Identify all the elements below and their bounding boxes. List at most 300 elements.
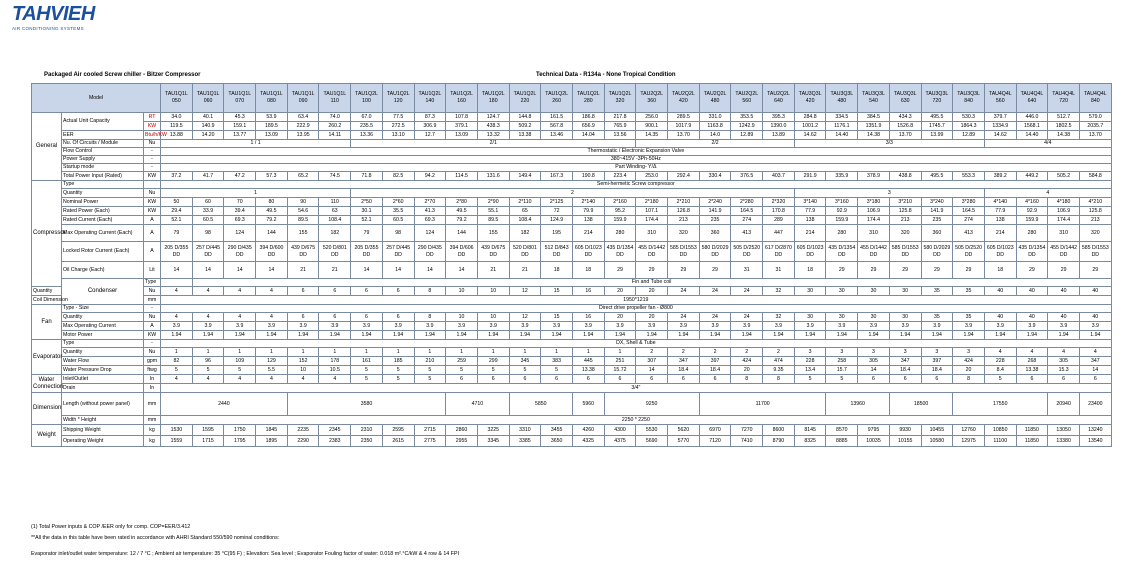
value-cell: 5	[826, 375, 858, 384]
value-cell: 222.9	[287, 122, 319, 131]
value-cell: 310	[858, 225, 890, 242]
value-cell: 20	[731, 366, 763, 375]
value-cell: 1.94	[858, 331, 890, 340]
value-cell: 30	[889, 287, 921, 296]
value-cell: 80	[256, 198, 288, 207]
maxcur-label: Max Operating Current (Each)	[62, 225, 144, 242]
value-cell: 214	[794, 225, 826, 242]
value-cell: 10	[287, 366, 319, 375]
value-cell: 40	[1079, 313, 1111, 322]
value-cell: Direct drive propeller fan - Ø800	[161, 305, 1112, 313]
value-cell: 1.94	[256, 331, 288, 340]
value-cell: 3	[921, 348, 953, 357]
value-cell: 585 D/1553 DD	[668, 242, 700, 262]
section-evaporator: Evaporator	[32, 340, 62, 375]
model-name-cell: TAU1Q2L 140	[414, 84, 446, 113]
value-cell: 1895	[256, 436, 288, 447]
value-cell: 3650	[541, 436, 573, 447]
value-cell: 379.1	[446, 122, 478, 131]
value-cell: 214	[984, 225, 1016, 242]
value-cell: 1	[256, 348, 288, 357]
value-cell: 30	[826, 313, 858, 322]
value-cell: 41.3	[414, 207, 446, 216]
value-cell: 108.4	[509, 216, 541, 225]
value-cell: 79	[161, 225, 193, 242]
value-cell: 18.4	[699, 366, 731, 375]
value-cell: 18	[572, 262, 604, 279]
value-cell: 4	[256, 287, 288, 296]
value-cell: 82	[161, 357, 193, 366]
value-cell: 1.94	[319, 331, 351, 340]
value-cell: 14.62	[984, 131, 1016, 140]
unit-cell: In	[144, 375, 161, 384]
value-cell: 40	[984, 313, 1016, 322]
value-cell: 12.89	[731, 131, 763, 140]
value-cell: 3.9	[572, 322, 604, 331]
model-name-cell: TAU1Q1L 090	[287, 84, 319, 113]
unit-cell: A	[144, 322, 161, 331]
value-cell: 4/4	[984, 140, 1111, 148]
value-cell: 6	[921, 375, 953, 384]
value-cell: 159.9	[1016, 216, 1048, 225]
qty-label: Quantity	[62, 189, 144, 198]
value-cell: 1.94	[509, 331, 541, 340]
value-cell: 4300	[604, 425, 636, 436]
value-cell: 1017.9	[668, 122, 700, 131]
value-cell: 14	[382, 262, 414, 279]
value-cell: 3.9	[953, 322, 985, 331]
value-cell: 159.9	[826, 216, 858, 225]
value-cell: 29	[858, 262, 890, 279]
value-cell: 424	[731, 357, 763, 366]
value-cell: 258	[826, 357, 858, 366]
value-cell: 4*160	[1016, 198, 1048, 207]
value-cell: 394 D/606 DD	[446, 242, 478, 262]
value-cell: 3.9	[446, 322, 478, 331]
value-cell: 505 D/2520 DD	[953, 242, 985, 262]
value-cell: 579.0	[1079, 113, 1111, 122]
value-cell: 14.40	[826, 131, 858, 140]
value-cell: 3345	[477, 436, 509, 447]
logo-text: TAHVIEH	[12, 3, 95, 25]
value-cell: 1163.8	[699, 122, 731, 131]
value-cell: 155	[287, 225, 319, 242]
value-cell: 446.0	[1016, 113, 1048, 122]
value-cell: 72	[541, 207, 573, 216]
value-cell: 2860	[446, 425, 478, 436]
value-cell: 213	[889, 216, 921, 225]
value-cell: 40	[1016, 313, 1048, 322]
value-cell: 15	[541, 313, 573, 322]
value-cell: 6	[446, 375, 478, 384]
value-cell: 347	[668, 357, 700, 366]
value-cell: 1530	[161, 425, 193, 436]
value-cell: 2310	[351, 425, 383, 436]
value-cell: 40.1	[192, 113, 224, 122]
value-cell: 435 D/1354 DD	[604, 242, 636, 262]
value-cell: 107.8	[446, 113, 478, 122]
unit-cell: Lit	[144, 262, 161, 279]
value-cell: 24	[731, 287, 763, 296]
value-cell: 307	[636, 357, 668, 366]
model-name-cell: TAU4Q4L 840	[1079, 84, 1111, 113]
value-cell: 3.9	[224, 322, 256, 331]
value-cell: 2*90	[477, 198, 509, 207]
value-cell: 144	[256, 225, 288, 242]
value-cell: 7270	[731, 425, 763, 436]
value-cell: 1	[541, 348, 573, 357]
value-cell: 4	[224, 287, 256, 296]
value-cell: 29	[604, 262, 636, 279]
value-cell: 106.9	[1048, 207, 1080, 216]
value-cell: 65.2	[287, 172, 319, 181]
value-cell: 13.95	[287, 131, 319, 140]
value-cell: 291.9	[794, 172, 826, 181]
power-input-row	[32, 172, 1112, 181]
value-cell: 186.8	[572, 113, 604, 122]
value-cell: 98	[382, 225, 414, 242]
value-cell: 1.94	[446, 331, 478, 340]
value-cell: 13.09	[256, 131, 288, 140]
value-cell: 30.1	[351, 207, 383, 216]
value-cell: 257 D/445 DD	[192, 242, 224, 262]
value-cell: 5	[414, 375, 446, 384]
value-cell: 124.9	[541, 216, 573, 225]
evap-type-row	[32, 340, 1112, 348]
value-cell: 140.9	[192, 122, 224, 131]
value-cell: 1	[161, 348, 193, 357]
value-cell: 8	[414, 313, 446, 322]
unit-cell	[161, 279, 193, 287]
value-cell: 10850	[984, 425, 1016, 436]
value-cell: 35.5	[382, 207, 414, 216]
value-cell: 299	[477, 357, 509, 366]
drain-row	[32, 384, 1112, 393]
value-cell: 345	[509, 357, 541, 366]
value-cell: 1242.9	[731, 122, 763, 131]
value-cell: 14.40	[1016, 131, 1048, 140]
value-cell: 439 D/675 DD	[287, 242, 319, 262]
value-cell: 205 D/355 DD	[351, 242, 383, 262]
value-cell: 292.4	[668, 172, 700, 181]
type-label: Type - Size	[62, 305, 144, 313]
value-cell: 1	[382, 348, 414, 357]
value-cell: 289.5	[668, 113, 700, 122]
value-cell: 92.9	[1016, 207, 1048, 216]
comp-qty-row	[32, 189, 1112, 198]
value-cell: 12.89	[953, 131, 985, 140]
value-cell: 3.9	[319, 322, 351, 331]
value-cell: 29	[636, 262, 668, 279]
value-cell: 1.94	[1048, 331, 1080, 340]
max-current-row	[32, 225, 1112, 242]
eer-row	[32, 131, 1112, 140]
value-cell: 4	[287, 375, 319, 384]
value-cell: 1559	[161, 436, 193, 447]
value-cell: 260.2	[319, 122, 351, 131]
value-cell: 5	[161, 366, 193, 375]
unit-cell: KW	[144, 207, 161, 216]
value-cell: 29	[1016, 262, 1048, 279]
unit-cell: -	[144, 148, 161, 156]
value-cell: 1.94	[699, 331, 731, 340]
unit-cell: KW	[144, 172, 161, 181]
value-cell: 1 / 1	[161, 140, 351, 148]
value-cell: 10.5	[319, 366, 351, 375]
value-cell: 60	[192, 198, 224, 207]
value-cell: 3*280	[953, 198, 985, 207]
unit-cell: Nu	[144, 287, 161, 296]
value-cell: 110	[319, 198, 351, 207]
value-cell: 8600	[763, 425, 795, 436]
value-cell: 435 D/1354 DD	[1016, 242, 1048, 262]
value-cell: 18.4	[921, 366, 953, 375]
value-cell: 124	[224, 225, 256, 242]
value-cell: 63.4	[287, 113, 319, 122]
value-cell: 5850	[509, 393, 572, 416]
power-label: Power Supply	[62, 156, 144, 164]
value-cell: 13.70	[889, 131, 921, 140]
technical-data-title: Technical Data - R134a - None Tropical Condition	[536, 72, 676, 78]
value-cell: 107.1	[636, 207, 668, 216]
model-name-cell: TAU1Q1L 060	[192, 84, 224, 113]
value-cell: 13.10	[382, 131, 414, 140]
value-cell: 3.9	[763, 322, 795, 331]
drain-label: Drain	[62, 384, 144, 393]
value-cell: 474	[763, 357, 795, 366]
value-cell: 320	[889, 225, 921, 242]
rated-power-row	[32, 207, 1112, 216]
type-label: Type	[62, 340, 144, 348]
value-cell: 15.3	[1048, 366, 1080, 375]
unit-cell: KW	[144, 331, 161, 340]
footnote-3: Evaporator inlet/outlet water temperature: 12 / 7 °C ; Ambient air temperature: 35 °C(95 F) ; Elevation: Sea level ; Evaporator Fouling factor of water: 0.018 m².°C/kW & 4 row & 14 FPI	[31, 551, 459, 557]
value-cell: 4	[192, 313, 224, 322]
value-cell: 449.2	[1016, 172, 1048, 181]
value-cell: 30	[794, 287, 826, 296]
value-cell: 144	[446, 225, 478, 242]
value-cell: 37.2	[161, 172, 193, 181]
value-cell: 155	[477, 225, 509, 242]
value-cell: 3	[889, 348, 921, 357]
header-row	[32, 84, 1112, 113]
circuits-row	[32, 140, 1112, 148]
value-cell: 161	[351, 357, 383, 366]
flow-label: Water Flow	[62, 357, 144, 366]
value-cell: 376.5	[731, 172, 763, 181]
value-cell: 13050	[1048, 425, 1080, 436]
value-cell: 9930	[889, 425, 921, 436]
value-cell: 29	[953, 262, 985, 279]
value-cell: 108.4	[319, 216, 351, 225]
value-cell: 63	[319, 207, 351, 216]
value-cell: 30	[858, 287, 890, 296]
value-cell: 24	[668, 287, 700, 296]
value-cell: 360	[921, 225, 953, 242]
value-cell: 14.04	[572, 131, 604, 140]
value-cell: 14	[858, 366, 890, 375]
value-cell: 13.38	[509, 131, 541, 140]
model-name-cell: TAU3Q3L 720	[921, 84, 953, 113]
value-cell: 13.70	[1079, 131, 1111, 140]
value-cell: 161.5	[541, 113, 573, 122]
footnote-1: (1) Total Power inputs & COP /EER only for comp. COP=EER/3.412	[31, 524, 191, 530]
cond-qty-row	[32, 287, 1112, 296]
value-cell: 3.9	[477, 322, 509, 331]
value-cell: 13.4	[794, 366, 826, 375]
value-cell: 89.5	[287, 216, 319, 225]
value-cell: 8145	[794, 425, 826, 436]
value-cell: 3.9	[604, 322, 636, 331]
value-cell: 141.9	[699, 207, 731, 216]
fan-type-row	[32, 305, 1112, 313]
value-cell: 495.5	[921, 172, 953, 181]
value-cell: 1.94	[351, 331, 383, 340]
value-cell: 2*60	[382, 198, 414, 207]
value-cell: 1.94	[826, 331, 858, 340]
value-cell: 39.4	[224, 207, 256, 216]
value-cell: 1.94	[382, 331, 414, 340]
startup-row	[32, 164, 1112, 172]
value-cell: 141.9	[921, 207, 953, 216]
value-cell: 30	[826, 287, 858, 296]
unit-cell: Nu	[144, 313, 161, 322]
value-cell: 35	[953, 287, 985, 296]
value-cell: 5	[794, 375, 826, 384]
value-cell: 15.7	[826, 366, 858, 375]
value-cell: 214	[572, 225, 604, 242]
value-cell: 1595	[192, 425, 224, 436]
value-cell: 1526.8	[889, 122, 921, 131]
value-cell: 4	[1016, 348, 1048, 357]
value-cell: 13960	[826, 393, 889, 416]
value-cell: 438.8	[889, 172, 921, 181]
value-cell: 40	[1048, 287, 1080, 296]
value-cell: 280	[604, 225, 636, 242]
value-cell: 900.1	[636, 122, 668, 131]
value-cell: 14	[414, 262, 446, 279]
value-cell: 284.8	[794, 113, 826, 122]
value-cell: 119.5	[161, 122, 193, 131]
value-cell: 3580	[287, 393, 445, 416]
value-cell: 438.3	[477, 122, 509, 131]
unit-cell: kg	[144, 425, 161, 436]
unit-cell: A	[144, 216, 161, 225]
value-cell: 95.2	[604, 207, 636, 216]
value-cell: 13.89	[763, 131, 795, 140]
value-cell: 6	[1079, 375, 1111, 384]
value-cell: 2595	[382, 425, 414, 436]
value-cell: 164.5	[731, 207, 763, 216]
value-cell: 4	[224, 375, 256, 384]
value-cell: 605 D/1023 DD	[984, 242, 1016, 262]
value-cell: 397	[921, 357, 953, 366]
value-cell: 8325	[794, 436, 826, 447]
value-cell: 189.5	[256, 122, 288, 131]
value-cell: 505.2	[1048, 172, 1080, 181]
value-cell: 65	[509, 207, 541, 216]
value-cell: 3.9	[636, 322, 668, 331]
value-cell: 280	[1016, 225, 1048, 242]
value-cell: 53.9	[256, 113, 288, 122]
value-cell: 8790	[763, 436, 795, 447]
unit-cell: Nu	[144, 348, 161, 357]
value-cell: 6	[604, 375, 636, 384]
value-cell: 512.7	[1048, 113, 1080, 122]
value-cell: 69.3	[414, 216, 446, 225]
value-cell: 16	[572, 313, 604, 322]
value-cell: 389.2	[984, 172, 1016, 181]
value-cell: 4	[256, 313, 288, 322]
value-cell: 272.5	[382, 122, 414, 131]
nominal-label: Nominal Power	[62, 198, 144, 207]
value-cell: 30	[858, 313, 890, 322]
value-cell: 305	[1048, 357, 1080, 366]
value-cell: 4	[161, 375, 193, 384]
spec-table	[31, 83, 1112, 447]
value-cell: 1.94	[604, 331, 636, 340]
value-cell: 1	[319, 348, 351, 357]
value-cell: 29	[889, 262, 921, 279]
value-cell: 24	[699, 287, 731, 296]
value-cell: 3	[826, 348, 858, 357]
value-cell: 1.94	[224, 331, 256, 340]
model-name-cell: TAU4Q4L 640	[1016, 84, 1048, 113]
value-cell: 2290	[287, 436, 319, 447]
value-cell: 3.9	[699, 322, 731, 331]
value-cell: 18	[984, 262, 1016, 279]
value-cell: 4	[256, 375, 288, 384]
value-cell: 1.94	[287, 331, 319, 340]
value-cell: 2*140	[572, 198, 604, 207]
value-cell: 1.94	[161, 331, 193, 340]
fan-current-label: Max Operating Current	[62, 322, 144, 331]
value-cell: 13.70	[668, 131, 700, 140]
flow-label: Flow Control	[62, 148, 144, 156]
value-cell: 82.5	[382, 172, 414, 181]
value-cell: 159.1	[224, 122, 256, 131]
value-cell: 2*160	[604, 198, 636, 207]
input-label: Total Power Input (Rated)	[62, 172, 144, 181]
value-cell: 109	[224, 357, 256, 366]
value-cell: 45.3	[224, 113, 256, 122]
model-name-cell: TAU3Q3L 630	[889, 84, 921, 113]
inlet-row	[32, 375, 1112, 384]
shipping-row	[32, 425, 1112, 436]
value-cell: 3.9	[794, 322, 826, 331]
value-cell: 14	[351, 262, 383, 279]
value-cell: 10	[477, 287, 509, 296]
value-cell: 13.99	[921, 131, 953, 140]
value-cell: 3.9	[287, 322, 319, 331]
value-cell: 256.0	[636, 113, 668, 122]
value-cell: 257 D/445 DD	[382, 242, 414, 262]
value-cell: 4*140	[984, 198, 1016, 207]
value-cell: 6	[572, 375, 604, 384]
value-cell: 60.5	[192, 216, 224, 225]
value-cell: 413	[731, 225, 763, 242]
value-cell: 1	[287, 348, 319, 357]
value-cell: 79	[351, 225, 383, 242]
value-cell: 439 D/675 DD	[477, 242, 509, 262]
value-cell: 182	[509, 225, 541, 242]
model-name-cell: TAU1Q1L 070	[224, 84, 256, 113]
model-name-cell: TAU3Q3L 540	[858, 84, 890, 113]
value-cell: 2955	[446, 436, 478, 447]
value-cell: 12.7	[414, 131, 446, 140]
value-cell: 4	[224, 313, 256, 322]
value-cell: 394 D/600 DD	[256, 242, 288, 262]
